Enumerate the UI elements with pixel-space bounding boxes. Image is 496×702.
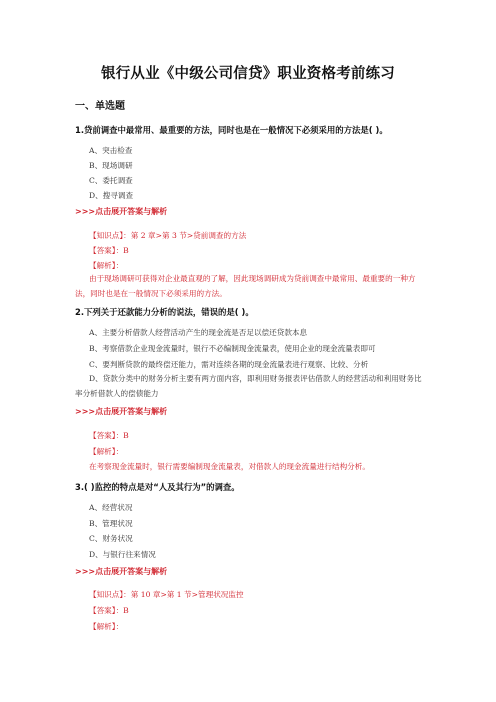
question-1-knowledge: 【知识点】：第 2 章>第 3 节>贷前调查的方法 xyxy=(89,231,247,240)
question-1-stem: 1.贷前调查中最常用、最重要的方法，同时也是在一般情况下必须采用的方法是( )。 xyxy=(75,125,388,135)
question-2-stem: 2.下列关于还款能力分析的说法，错误的是( )。 xyxy=(75,307,254,317)
question-1-analysis-label: 【解析】： xyxy=(89,261,124,270)
question-2-analysis: 在考察现金流量时，银行需要编制现金流量表，对借款人的现金流量进行结构分析。 xyxy=(89,462,370,471)
question-3-answer: 【答案】：B xyxy=(89,606,129,615)
document-title: 银行从业《中级公司信贷》职业资格考前练习 xyxy=(101,66,395,82)
question-1-option-d: D、搜寻调查 xyxy=(89,191,134,200)
question-2-option-d: D、贷款分类中的财务分析主要有两方面内容，即利用财务报表评估借款人的经营活动和利用财务比率分析借款人的偿债能力 xyxy=(75,374,422,398)
question-1-option-a: A、突击检查 xyxy=(89,146,133,155)
question-3-stem: 3.( )监控的特点是对“人及其行为”的调查。 xyxy=(75,482,240,492)
question-1-expand-link[interactable]: >>>点击展开答案与解析 xyxy=(75,207,168,216)
question-2-analysis-label: 【解析】： xyxy=(89,447,124,456)
question-2-option-c: C、要判断贷款的最终偿还能力，需对连续各期的现金流量表进行观察、比较、分析 xyxy=(89,360,369,369)
question-1-option-c: C、委托调查 xyxy=(89,176,133,185)
question-1-answer: 【答案】：B xyxy=(89,246,129,255)
question-3-option-c: C、财务状况 xyxy=(89,534,133,543)
question-2-answer: 【答案】：B xyxy=(89,431,129,440)
question-3-knowledge: 【知识点】：第 10 章>第 1 节>管理状况监控 xyxy=(89,590,244,599)
question-3-expand-link[interactable]: >>>点击展开答案与解析 xyxy=(75,567,168,576)
question-1-option-b: B、现场调研 xyxy=(89,161,133,170)
question-2-expand-link[interactable]: >>>点击展开答案与解析 xyxy=(75,407,168,416)
question-3-option-a: A、经营状况 xyxy=(89,503,133,512)
question-3-analysis-label: 【解析】： xyxy=(89,622,124,631)
question-1-analysis: 由于现场调研可获得对企业最直观的了解，因此现场调研成为贷前调查中最常用、最重要的一种方法，同时也是在一般情况下必须采用的方法。 xyxy=(75,274,416,298)
question-2-option-a: A、主要分析借款人经营活动产生的现金流是否足以偿还贷款本息 xyxy=(89,328,308,337)
question-3-option-d: D、与银行往来情况 xyxy=(89,550,156,559)
question-3-option-b: B、管理状况 xyxy=(89,519,133,528)
section-title: 一、单选题 xyxy=(75,101,125,112)
question-2-option-b: B、考察借款企业现金流量时，银行不必编制现金流量表，使用企业的现金流量表即可 xyxy=(89,344,376,353)
